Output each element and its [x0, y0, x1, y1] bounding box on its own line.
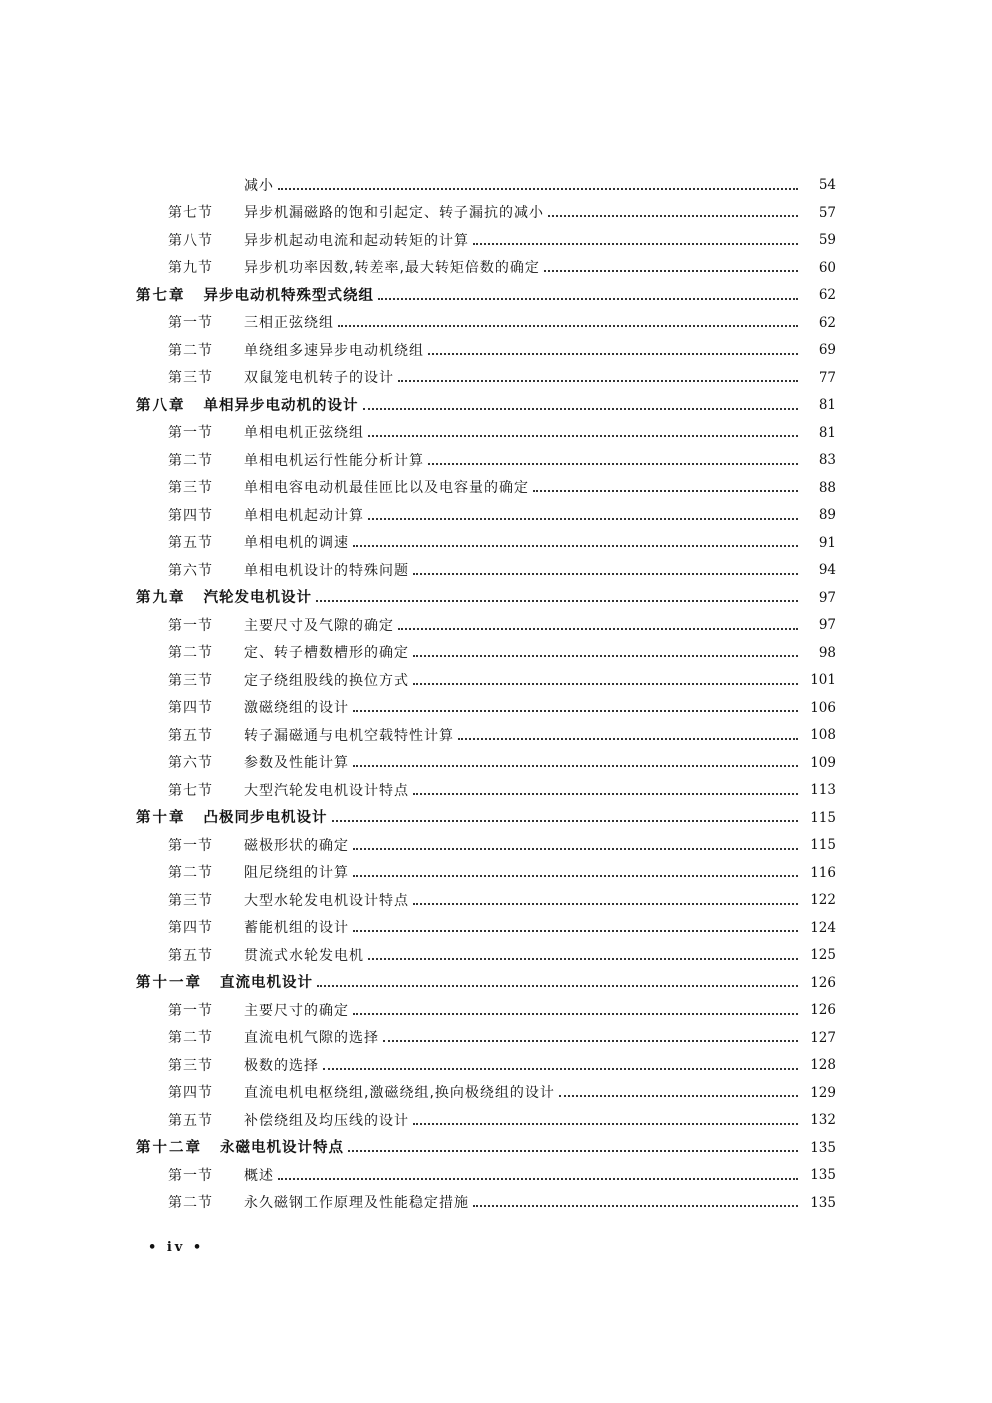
toc-entry-page: 135 — [810, 1167, 836, 1183]
toc-section-entry[interactable] — [0, 557, 992, 585]
toc-section-entry[interactable] — [0, 172, 992, 200]
toc-entry-label: 第九节 — [168, 260, 213, 277]
dot-leader — [316, 600, 798, 602]
toc-entry-page: 83 — [818, 452, 836, 468]
dot-leader — [353, 765, 798, 767]
dot-leader — [368, 518, 798, 520]
toc-entry-page: 54 — [818, 177, 836, 193]
toc-entry-page: 124 — [810, 919, 836, 936]
toc-entry-label: 第三节 — [168, 672, 213, 689]
toc-entry-page: 116 — [810, 864, 836, 881]
toc-section-entry[interactable] — [0, 365, 992, 393]
toc-entry-label: 第三节 — [168, 480, 213, 497]
toc-entry-title: 直流电机电枢绕组,激磁绕组,换向极绕组的设计 — [244, 1085, 555, 1102]
dot-leader — [353, 710, 798, 712]
dot-leader — [548, 215, 798, 217]
toc-chapter-entry[interactable] — [0, 1135, 992, 1163]
toc-entry-label: 第六节 — [168, 755, 213, 772]
toc-entry-label: 第二节 — [168, 865, 213, 882]
toc-entry-page: 115 — [810, 837, 836, 853]
toc-chapter-entry[interactable] — [0, 585, 992, 613]
toc-entry-title: 磁极形状的确定 — [244, 837, 349, 854]
toc-entry-page: 69 — [818, 342, 836, 358]
toc-section-entry[interactable] — [0, 337, 992, 365]
toc-entry-label: 第二节 — [168, 1195, 213, 1212]
toc-entry-title: 异步电动机特殊型式绕组 — [203, 287, 374, 304]
toc-entry-label: 第五节 — [168, 1112, 213, 1129]
toc-entry-title: 直流电机设计 — [220, 975, 313, 991]
toc-entry-title: 单相电机运行性能分析计算 — [244, 452, 424, 469]
dot-leader — [428, 353, 798, 355]
toc-section-entry[interactable] — [0, 942, 992, 970]
toc-section-entry[interactable] — [0, 640, 992, 668]
toc-entry-title: 直流电机气隙的选择 — [244, 1030, 379, 1047]
toc-entry-title: 概述 — [244, 1167, 274, 1184]
toc-entry-title: 永久磁钢工作原理及性能稳定措施 — [244, 1195, 469, 1212]
toc-entry-label: 第一节 — [168, 315, 213, 332]
toc-entry-label: 第十章 — [136, 810, 186, 826]
page-number: • iv • — [148, 1240, 205, 1255]
dot-leader — [413, 683, 798, 685]
dot-leader — [278, 188, 798, 190]
toc-chapter-entry[interactable] — [0, 970, 992, 998]
toc-section-entry[interactable] — [0, 502, 992, 530]
dot-leader — [428, 463, 798, 465]
toc-section-entry[interactable] — [0, 475, 992, 503]
toc-entry-page: 60 — [818, 259, 836, 276]
toc-entry-title: 参数及性能计算 — [244, 755, 349, 772]
dot-leader — [368, 958, 798, 960]
dot-leader — [332, 820, 799, 822]
toc-entry-title: 凸极同步电机设计 — [203, 810, 328, 826]
toc-entry-page: 81 — [818, 424, 836, 441]
toc-section-entry[interactable] — [0, 777, 992, 805]
toc-chapter-entry[interactable] — [0, 392, 992, 420]
toc-entry-title: 极数的选择 — [244, 1057, 319, 1074]
toc-entry-label: 第六节 — [168, 562, 213, 579]
toc-entry-title: 单绕组多速异步电动机绕组 — [244, 342, 424, 359]
toc-entry-label: 第一节 — [168, 425, 213, 442]
toc-entry-label: 第八节 — [168, 232, 213, 249]
toc-entry-title: 补偿绕组及均压线的设计 — [244, 1112, 409, 1129]
toc-entry-title: 贯流式水轮发电机 — [244, 947, 364, 964]
toc-entry-page: 122 — [810, 892, 836, 908]
toc-section-entry[interactable] — [0, 447, 992, 475]
toc-section-entry[interactable] — [0, 832, 992, 860]
toc-entry-page: 77 — [818, 369, 836, 386]
toc-entry-title: 永磁电机设计特点 — [220, 1140, 344, 1156]
toc-chapter-entry[interactable] — [0, 805, 992, 833]
toc-section-entry[interactable] — [0, 1052, 992, 1080]
dot-leader — [559, 1095, 798, 1097]
toc-entry-title: 异步机漏磁路的饱和引起定、转子漏抗的减小 — [244, 205, 544, 222]
toc-entry-page: 115 — [810, 809, 836, 826]
toc-entry-title: 汽轮发电机设计 — [203, 590, 312, 606]
toc-entry-page: 126 — [810, 974, 836, 991]
toc-entry-page: 109 — [810, 754, 836, 771]
dot-leader — [383, 1040, 798, 1042]
toc-entry-label: 第八章 — [136, 397, 186, 414]
toc-entry-page: 62 — [818, 287, 836, 303]
toc-entry-page: 88 — [818, 479, 836, 496]
toc-section-entry[interactable] — [0, 420, 992, 448]
toc-entry-title: 大型水轮发电机设计特点 — [244, 892, 409, 909]
toc-entry-label: 第三节 — [168, 1057, 213, 1074]
toc-section-entry[interactable] — [0, 750, 992, 778]
toc-entry-page: 113 — [810, 782, 836, 798]
toc-entry-page: 59 — [818, 232, 836, 248]
toc-entry-title: 异步机功率因数,转差率,最大转矩倍数的确定 — [244, 260, 540, 277]
toc-section-entry[interactable] — [0, 1107, 992, 1135]
toc-entry-label: 第四节 — [168, 700, 213, 717]
dot-leader — [533, 490, 798, 492]
toc-entry-page: 89 — [818, 507, 836, 523]
toc-entry-page: 81 — [818, 397, 836, 413]
toc-entry-label: 第一节 — [168, 1167, 213, 1184]
toc-entry-title: 转子漏磁通与电机空载特性计算 — [244, 727, 454, 744]
toc-entry-title: 双鼠笼电机转子的设计 — [244, 370, 394, 387]
toc-entry-label: 第四节 — [168, 507, 213, 524]
toc-entry-label: 第十一章 — [136, 975, 202, 991]
toc-section-entry[interactable] — [0, 200, 992, 228]
toc-section-entry[interactable] — [0, 1025, 992, 1053]
toc-entry-title: 蓄能机组的设计 — [244, 920, 349, 937]
dot-leader — [413, 655, 798, 657]
toc-entry-page: 129 — [810, 1084, 836, 1101]
toc-section-entry[interactable] — [0, 667, 992, 695]
toc-entry-title: 异步机起动电流和起动转矩的计算 — [244, 232, 469, 249]
toc-entry-label: 第三节 — [168, 370, 213, 387]
toc-section-entry[interactable] — [0, 915, 992, 943]
toc-entry-title: 单相电容电动机最佳匝比以及电容量的确定 — [244, 480, 529, 497]
toc-entry-page: 97 — [818, 589, 836, 606]
toc-entry-page: 126 — [810, 1002, 836, 1018]
table-of-contents — [0, 172, 992, 1217]
dot-leader — [544, 270, 798, 272]
toc-entry-label: 第十二章 — [136, 1140, 202, 1156]
dot-leader — [473, 1205, 798, 1207]
toc-section-entry[interactable] — [0, 997, 992, 1025]
toc-section-entry[interactable] — [0, 887, 992, 915]
dot-leader — [363, 408, 799, 410]
toc-entry-label: 第九章 — [136, 590, 186, 606]
dot-leader — [458, 738, 798, 740]
toc-entry-label: 第五节 — [168, 727, 213, 744]
toc-entry-page: 132 — [810, 1112, 836, 1128]
dot-leader — [473, 243, 798, 245]
dot-leader — [413, 903, 798, 905]
toc-entry-label: 第七节 — [168, 205, 213, 222]
toc-entry-page: 106 — [810, 699, 836, 716]
toc-entry-label: 第五节 — [168, 535, 213, 552]
toc-entry-label: 第一节 — [168, 1002, 213, 1019]
dot-leader — [317, 985, 798, 987]
toc-entry-page: 101 — [810, 672, 836, 688]
toc-entry-label: 第二节 — [168, 342, 213, 359]
toc-entry-page: 62 — [818, 314, 836, 331]
dot-leader — [413, 1123, 798, 1125]
toc-entry-page: 135 — [810, 1139, 836, 1156]
dot-leader — [278, 1178, 798, 1180]
toc-entry-title: 阻尼绕组的计算 — [244, 865, 349, 882]
toc-entry-label: 第一节 — [168, 837, 213, 854]
toc-entry-label: 第二节 — [168, 1030, 213, 1047]
toc-entry-title: 单相电机的调速 — [244, 535, 349, 552]
toc-entry-page: 127 — [810, 1029, 836, 1046]
toc-entry-label: 第七节 — [168, 782, 213, 799]
toc-entry-title: 定、转子槽数槽形的确定 — [244, 645, 409, 662]
dot-leader — [368, 435, 798, 437]
toc-entry-label: 第二节 — [168, 452, 213, 469]
toc-entry-label: 第四节 — [168, 920, 213, 937]
toc-section-entry[interactable] — [0, 860, 992, 888]
toc-entry-title: 主要尺寸及气隙的确定 — [244, 617, 394, 634]
toc-section-entry[interactable] — [0, 1190, 992, 1218]
toc-section-entry[interactable] — [0, 612, 992, 640]
toc-entry-label: 第二节 — [168, 645, 213, 662]
dot-leader — [338, 325, 798, 327]
toc-entry-page: 94 — [818, 562, 836, 578]
toc-section-entry[interactable] — [0, 722, 992, 750]
dot-leader — [413, 573, 798, 575]
toc-entry-page: 128 — [810, 1057, 836, 1073]
dot-leader — [398, 380, 798, 382]
toc-entry-label: 第一节 — [168, 617, 213, 634]
toc-entry-title: 大型汽轮发电机设计特点 — [244, 782, 409, 799]
toc-entry-label: 第五节 — [168, 947, 213, 964]
toc-section-entry[interactable] — [0, 1080, 992, 1108]
toc-section-entry[interactable] — [0, 1162, 992, 1190]
toc-section-entry[interactable] — [0, 227, 992, 255]
toc-entry-title: 激磁绕组的设计 — [244, 700, 349, 717]
dot-leader — [323, 1068, 798, 1070]
dot-leader — [348, 1150, 798, 1152]
dot-leader — [398, 628, 798, 630]
toc-entry-page: 98 — [818, 644, 836, 661]
dot-leader — [353, 1013, 798, 1015]
dot-leader — [413, 793, 798, 795]
toc-entry-title: 单相电机设计的特殊问题 — [244, 562, 409, 579]
toc-entry-title: 单相电机正弦绕组 — [244, 425, 364, 442]
toc-entry-page: 57 — [818, 204, 836, 221]
toc-section-entry[interactable] — [0, 255, 992, 283]
toc-entry-title: 定子绕组股线的换位方式 — [244, 672, 409, 689]
toc-entry-page: 135 — [810, 1194, 836, 1211]
toc-entry-page: 108 — [810, 727, 836, 743]
toc-entry-title: 三相正弦绕组 — [244, 315, 334, 332]
toc-entry-page: 125 — [810, 947, 836, 963]
toc-entry-title: 单相电机起动计算 — [244, 507, 364, 524]
toc-entry-page: 91 — [818, 534, 836, 551]
toc-section-entry[interactable] — [0, 695, 992, 723]
toc-entry-label: 第三节 — [168, 892, 213, 909]
toc-entry-label: 第七章 — [136, 287, 186, 304]
toc-chapter-entry[interactable] — [0, 282, 992, 310]
toc-entry-title: 单相异步电动机的设计 — [203, 397, 359, 414]
dot-leader — [353, 545, 798, 547]
toc-entry-page: 97 — [818, 617, 836, 633]
dot-leader — [378, 298, 798, 300]
toc-entry-label: 第四节 — [168, 1085, 213, 1102]
dot-leader — [353, 930, 798, 932]
dot-leader — [353, 848, 798, 850]
toc-section-entry[interactable] — [0, 310, 992, 338]
toc-entry-title: 主要尺寸的确定 — [244, 1002, 349, 1019]
toc-section-entry[interactable] — [0, 530, 992, 558]
dot-leader — [353, 875, 798, 877]
toc-entry-title: 减小 — [244, 177, 274, 194]
